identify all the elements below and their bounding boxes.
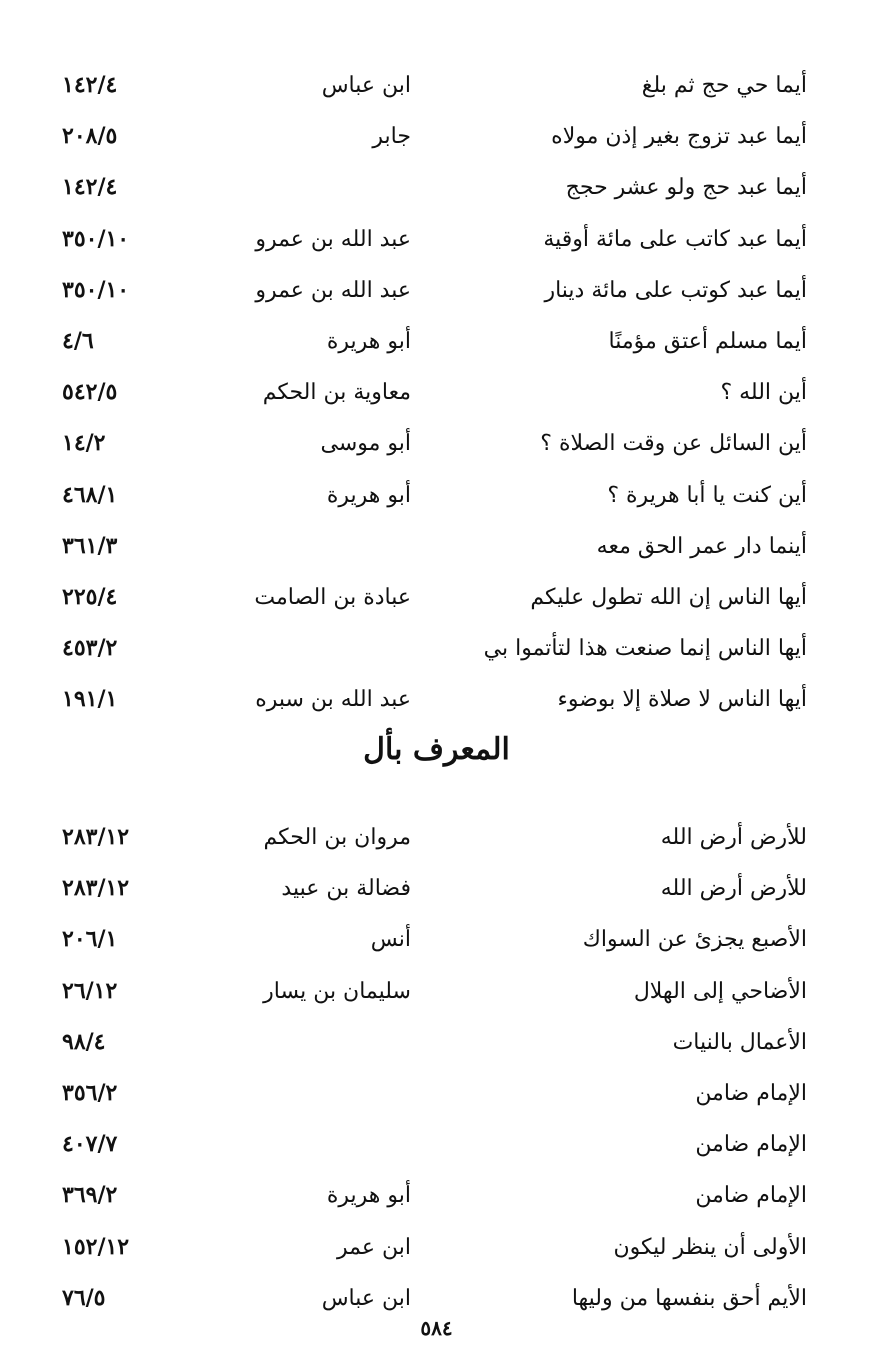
hadith-index-list-definite bbox=[0, 812, 873, 1324]
narrator-name: ابن عباس bbox=[321, 1285, 411, 1311]
index-row bbox=[0, 914, 873, 965]
narrator-name: ابن عباس bbox=[321, 73, 411, 98]
narrator-name: معاوية بن الحكم bbox=[262, 380, 411, 406]
index-row bbox=[0, 367, 873, 418]
index-row bbox=[0, 623, 873, 674]
volume-page-ref: ٣٥٦/٢ bbox=[62, 1079, 118, 1106]
volume-page-ref: ٢٦/١٢ bbox=[62, 977, 118, 1004]
hadith-text: للأرض أرض الله bbox=[660, 825, 807, 850]
section-heading: المعرف بأل bbox=[363, 732, 510, 767]
narrator-name bbox=[181, 1017, 411, 1068]
volume-page-ref: ١٤٢/٤ bbox=[62, 72, 118, 98]
index-row bbox=[0, 863, 873, 914]
volume-page-ref: ١٤٢/٤ bbox=[62, 174, 118, 201]
index-row bbox=[0, 1119, 873, 1170]
hadith-text: للأرض أرض الله bbox=[660, 876, 807, 902]
volume-page-ref: ٢٠٨/٥ bbox=[62, 123, 118, 150]
narrator-name: أنس bbox=[370, 927, 411, 953]
hadith-text: الإمام ضامن bbox=[695, 1183, 807, 1209]
narrator-name: أبو هريرة bbox=[326, 328, 411, 354]
volume-page-ref: ٢٠٦/١ bbox=[62, 926, 118, 953]
hadith-text: الأولى أن ينظر ليكون bbox=[613, 1234, 807, 1260]
volume-page-ref: ٣٥٠/١٠ bbox=[62, 225, 130, 252]
narrator-name bbox=[181, 1119, 411, 1170]
hadith-text: أيما عبد تزوج بغير إذن مولاه bbox=[551, 124, 807, 150]
index-row bbox=[0, 521, 873, 572]
narrator-name: عبادة بن الصامت bbox=[254, 584, 411, 610]
index-row bbox=[0, 674, 873, 725]
narrator-name: سليمان بن يسار bbox=[263, 978, 411, 1004]
volume-page-ref: ٢٨٣/١٢ bbox=[62, 875, 130, 902]
narrator-name bbox=[181, 623, 411, 674]
index-row bbox=[0, 1017, 873, 1068]
index-row bbox=[0, 316, 873, 367]
index-row bbox=[0, 265, 873, 316]
volume-page-ref: ٢٢٥/٤ bbox=[62, 583, 118, 610]
volume-page-ref: ١٤/٢ bbox=[62, 430, 106, 457]
narrator-name bbox=[181, 162, 411, 213]
hadith-text: أيما عبد حج ولو عشر حجج bbox=[565, 175, 807, 201]
index-row bbox=[0, 1170, 873, 1221]
volume-page-ref: ٤/٦ bbox=[62, 327, 94, 354]
narrator-name: جابر bbox=[372, 124, 411, 150]
narrator-name: عبد الله بن سبره bbox=[255, 687, 411, 713]
page-number: ٥٨٤ bbox=[420, 1316, 453, 1340]
narrator-name: مروان بن الحكم bbox=[263, 825, 411, 850]
volume-page-ref: ٤٥٣/٢ bbox=[62, 635, 118, 662]
hadith-text: الأضاحي إلى الهلال bbox=[633, 978, 807, 1004]
index-row bbox=[0, 111, 873, 162]
hadith-text: أيما حي حج ثم بلغ bbox=[641, 73, 807, 98]
volume-page-ref: ٤٠٧/٧ bbox=[62, 1131, 118, 1158]
hadith-text: أيما عبد كاتب على مائة أوقية bbox=[543, 226, 807, 252]
index-row bbox=[0, 1068, 873, 1119]
hadith-text: أين السائل عن وقت الصلاة ؟ bbox=[540, 431, 807, 457]
index-row bbox=[0, 966, 873, 1017]
hadith-text: أين الله ؟ bbox=[720, 380, 807, 406]
volume-page-ref: ٣٥٠/١٠ bbox=[62, 276, 130, 303]
hadith-text: أين كنت يا أبا هريرة ؟ bbox=[607, 482, 807, 508]
volume-page-ref: ٩٨/٤ bbox=[62, 1028, 106, 1055]
hadith-text: الإمام ضامن bbox=[695, 1132, 807, 1158]
hadith-index-list-ayyuma bbox=[0, 60, 873, 725]
narrator-name: أبو موسى bbox=[320, 431, 411, 457]
index-row bbox=[0, 60, 873, 111]
narrator-name: عبد الله بن عمرو bbox=[255, 277, 411, 303]
hadith-text: أيها الناس لا صلاة إلا بوضوء bbox=[557, 687, 807, 713]
hadith-text: أيما عبد كوتب على مائة دينار bbox=[544, 277, 807, 303]
narrator-name: فضالة بن عبيد bbox=[281, 876, 411, 902]
volume-page-ref: ١٥٢/١٢ bbox=[62, 1233, 130, 1260]
hadith-text: أينما دار عمر الحق معه bbox=[596, 533, 807, 559]
volume-page-ref: ٣٦١/٣ bbox=[62, 532, 118, 559]
volume-page-ref: ٣٦٩/٢ bbox=[62, 1182, 118, 1209]
index-row bbox=[0, 572, 873, 623]
volume-page-ref: ٢٨٣/١٢ bbox=[62, 824, 130, 850]
hadith-text: الإمام ضامن bbox=[695, 1080, 807, 1106]
narrator-name bbox=[181, 521, 411, 572]
index-row bbox=[0, 162, 873, 213]
narrator-name bbox=[181, 1068, 411, 1119]
index-row bbox=[0, 1222, 873, 1273]
hadith-text: الأصبع يجزئ عن السواك bbox=[582, 927, 807, 953]
narrator-name: أبو هريرة bbox=[326, 482, 411, 508]
volume-page-ref: ٤٦٨/١ bbox=[62, 481, 118, 508]
narrator-name: ابن عمر bbox=[337, 1234, 411, 1260]
volume-page-ref: ٥٤٢/٥ bbox=[62, 379, 118, 406]
hadith-text: أيها الناس إن الله تطول عليكم bbox=[530, 584, 807, 610]
hadith-text: الأعمال بالنيات bbox=[672, 1029, 807, 1055]
index-row bbox=[0, 418, 873, 469]
volume-page-ref: ١٩١/١ bbox=[62, 686, 118, 713]
hadith-text: أيها الناس إنما صنعت هذا لتأتموا بي bbox=[483, 636, 807, 662]
hadith-text: أيما مسلم أعتق مؤمنًا bbox=[608, 328, 807, 354]
index-row bbox=[0, 470, 873, 521]
narrator-name: عبد الله بن عمرو bbox=[255, 226, 411, 252]
index-row bbox=[0, 812, 873, 863]
index-row bbox=[0, 214, 873, 265]
volume-page-ref: ٧٦/٥ bbox=[62, 1284, 106, 1311]
hadith-text: الأيم أحق بنفسها من وليها bbox=[571, 1285, 807, 1311]
narrator-name: أبو هريرة bbox=[326, 1183, 411, 1209]
